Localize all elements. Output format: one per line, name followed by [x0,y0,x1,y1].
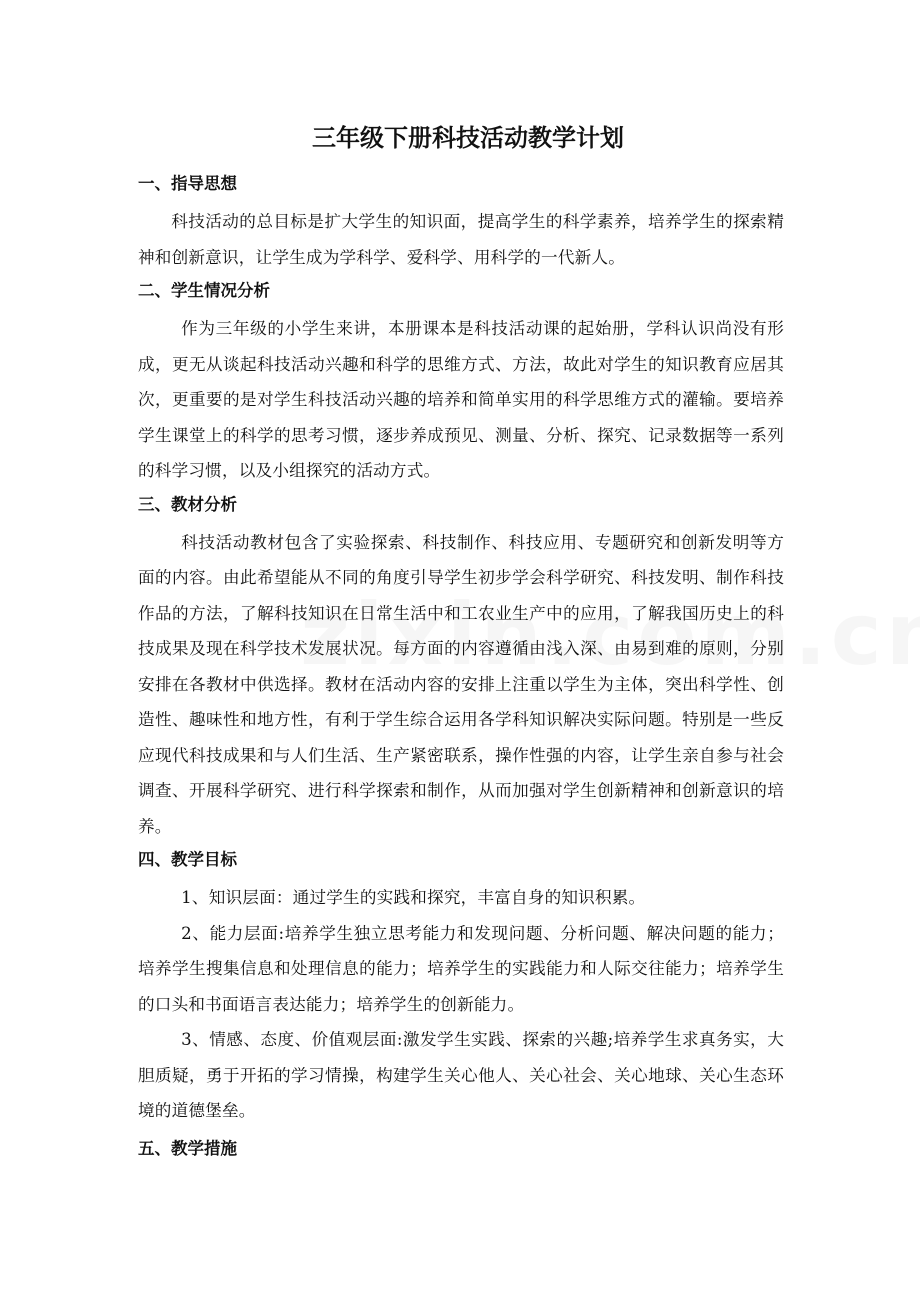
document-page [138,118,784,1165]
goal-ability: 2、能力层面:培养学生独立思考能力和发现问题、分析问题、解决问题的能力；培养学生搜集信息和处理信息的能力；培养学生的实践能力和人际交往能力；培养学生的口头和书面语言表达能力；培养学生的创新能力。 [138,923,784,1014]
section-textbook-analysis [138,489,784,845]
goal-knowledge: 1、知识层面：通过学生的实践和探究，丰富自身的知识积累。 [181,888,646,907]
document-title: 三年级下册科技活动教学计划 [312,124,624,152]
section-teaching-measures [138,1133,784,1165]
section-teaching-goals [138,844,784,1129]
section-heading: 五、教学措施 [138,1138,237,1158]
section-heading: 二、学生情况分析 [138,281,270,300]
section-guiding-ideology [138,168,784,275]
section-heading: 一、指导思想 [138,174,237,193]
section-heading: 三、教材分析 [138,494,237,514]
section-heading: 四、教学目标 [138,850,237,869]
section-student-analysis [138,275,784,489]
section-paragraph: 科技活动教材包含了实验探索、科技制作、科技应用、专题研究和创新发明等方面的内容。由此希望能从不同的角度引导学生初步学会科学研究、科技发明、制作科技作品的方法，了解科技知识在日常生活中和工农业生产中的应用，了解我国历史上的科技成果及现在科学技术发展状况。每方面的内容遵循由浅入深、由易到难的原则，分别安排在各教材中供选择。教材在活动内容的安排上注重以学生为主体，突出科学性、创造性、趣味性和地方性，有利于学生综合运用各学科知识解决实际问题。特别是一些反应现代科技成果和与人们生活、生产紧密联系，操作性强的内容，让学生亲自参与社会调查、开展科学研究、进行科学探索和制作，从而加强对学生创新精神和创新意识的培养。 [138,532,784,836]
section-paragraph: 科技活动的总目标是扩大学生的知识面，提高学生的科学素养，培养学生的探索精神和创新意识，让学生成为学科学、爱科学、用科学的一代新人。 [138,212,784,267]
section-paragraph: 作为三年级的小学生来讲，本册课本是科技活动课的起始册，学科认识尚没有形成，更无从谈起科技活动兴趣和科学的思维方式、方法，故此对学生的知识教育应居其次，更重要的是对学生科技活动兴趣的培养和简单实用的科学思维方式的灌输。要培养学生课堂上的科学的思考习惯，逐步养成预见、测量、分析、探究、记录数据等一系列的科学习惯，以及小组探究的活动方式。 [138,319,784,480]
goal-emotion: 3、情感、态度、价值观层面:激发学生实践、探索的兴趣;培养学生求真务实，大胆质疑，勇于开拓的学习情操，构建学生关心他人、关心社会、关心地球、关心生态环境的道德堡垒。 [138,1030,784,1120]
